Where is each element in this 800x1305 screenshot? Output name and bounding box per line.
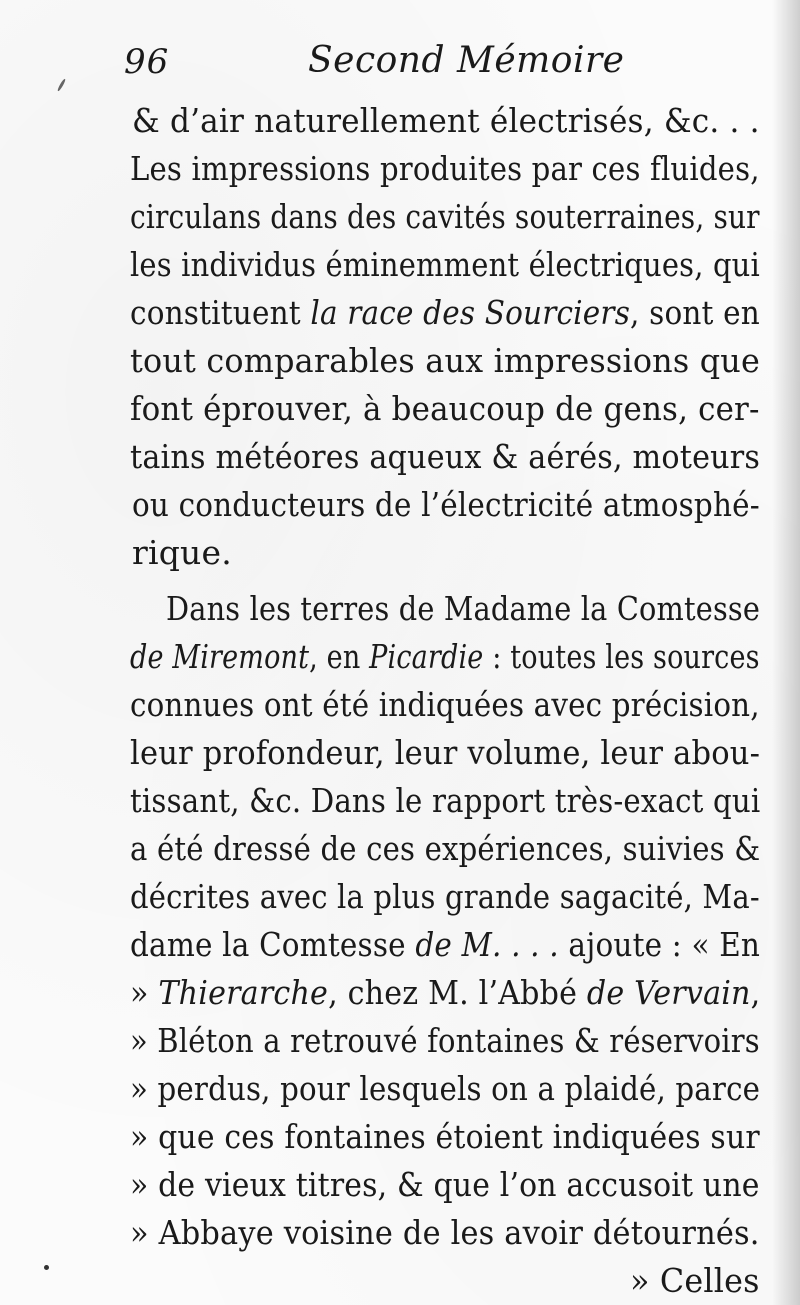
text-line xyxy=(132,481,760,529)
italic-text: Thierarche xyxy=(158,973,329,1012)
roman-text: » Bléton a retrouvé fontaines & réservoirs xyxy=(130,1021,760,1060)
page-edge-shadow xyxy=(772,0,800,1305)
italic-text: de Miremont xyxy=(130,637,310,676)
roman-text: a été dressé de ces expériences, suivies & xyxy=(130,829,761,868)
text-line xyxy=(166,585,760,633)
text-line xyxy=(130,1161,760,1209)
roman-text: décrites avec la plus grande sagacité, Ma- xyxy=(130,877,760,916)
roman-text: » que ces fontaines étoient indiquées sur xyxy=(130,1117,760,1156)
italic-text: Picardie xyxy=(369,637,484,676)
italic-text: de M. . . . xyxy=(415,925,559,964)
roman-text: tains météores aqueux & aérés, moteurs xyxy=(130,437,761,476)
text-line xyxy=(130,145,760,193)
roman-text: font éprouver, à beaucoup de gens, cer- xyxy=(130,389,760,428)
roman-text: : toutes les sources xyxy=(483,637,760,676)
text-line xyxy=(130,969,760,1017)
roman-text: constituent xyxy=(130,293,311,332)
text-line xyxy=(630,1257,760,1305)
page-number: 96 xyxy=(124,42,170,82)
text-line xyxy=(132,97,760,145)
text-line xyxy=(130,873,760,921)
text-line xyxy=(130,1017,760,1065)
italic-text: la race des Sourciers xyxy=(310,293,631,332)
roman-text: connues ont été indiquées avec précision, xyxy=(130,685,760,724)
ink-speck xyxy=(44,1265,49,1270)
italic-text: de Vervain xyxy=(586,973,751,1012)
roman-text: , en xyxy=(309,637,370,676)
roman-text: circulans dans des cavités souterraines, sur xyxy=(130,197,760,236)
text-line xyxy=(130,777,760,825)
text-line xyxy=(130,729,760,777)
roman-text: Les impressions produites par ces fluides, xyxy=(130,149,760,188)
roman-text: dame la Comtesse xyxy=(130,925,416,964)
text-line xyxy=(130,1113,760,1161)
text-line xyxy=(130,921,760,969)
text-line xyxy=(130,337,760,385)
roman-text: Dans les terres de Madame la Comtesse xyxy=(166,589,761,628)
text-line xyxy=(130,1209,760,1257)
roman-text: ou conducteurs de l’électricité atmosphé- xyxy=(132,485,760,524)
text-line xyxy=(130,681,760,729)
roman-text: les individus éminemment électriques, qui xyxy=(130,245,760,284)
roman-text: , chez M. l’Abbé xyxy=(328,973,587,1012)
roman-text: & d’air naturellement électrisés, &c. . . xyxy=(132,101,760,140)
roman-text: tout comparables aux impressions que xyxy=(130,341,761,380)
text-line xyxy=(130,241,760,289)
roman-text: » Abbaye voisine de les avoir détournés. xyxy=(130,1213,760,1252)
roman-text: » Celles xyxy=(630,1261,760,1300)
roman-text: leur profondeur, leur volume, leur abou- xyxy=(130,733,761,772)
running-title: Second Mémoire xyxy=(308,40,625,81)
roman-text: , xyxy=(750,973,761,1012)
roman-text: » perdus, pour lesquels on a plaidé, parce xyxy=(130,1069,761,1108)
text-line xyxy=(132,529,232,577)
text-line xyxy=(130,193,760,241)
roman-text: » de vieux titres, & que l’on accusoit une xyxy=(130,1165,760,1204)
roman-text: » xyxy=(130,973,159,1012)
text-line xyxy=(130,385,760,433)
text-line xyxy=(130,289,760,337)
roman-text: tissant, &c. Dans le rapport très-exact qui xyxy=(130,781,761,820)
text-line xyxy=(130,825,760,873)
text-line xyxy=(130,1065,760,1113)
roman-text: , sont en xyxy=(630,293,760,332)
roman-text: ajoute : « En xyxy=(558,925,761,964)
page-header xyxy=(0,38,800,88)
text-line xyxy=(130,433,760,481)
text-line xyxy=(130,633,760,681)
roman-text: rique. xyxy=(132,533,232,572)
